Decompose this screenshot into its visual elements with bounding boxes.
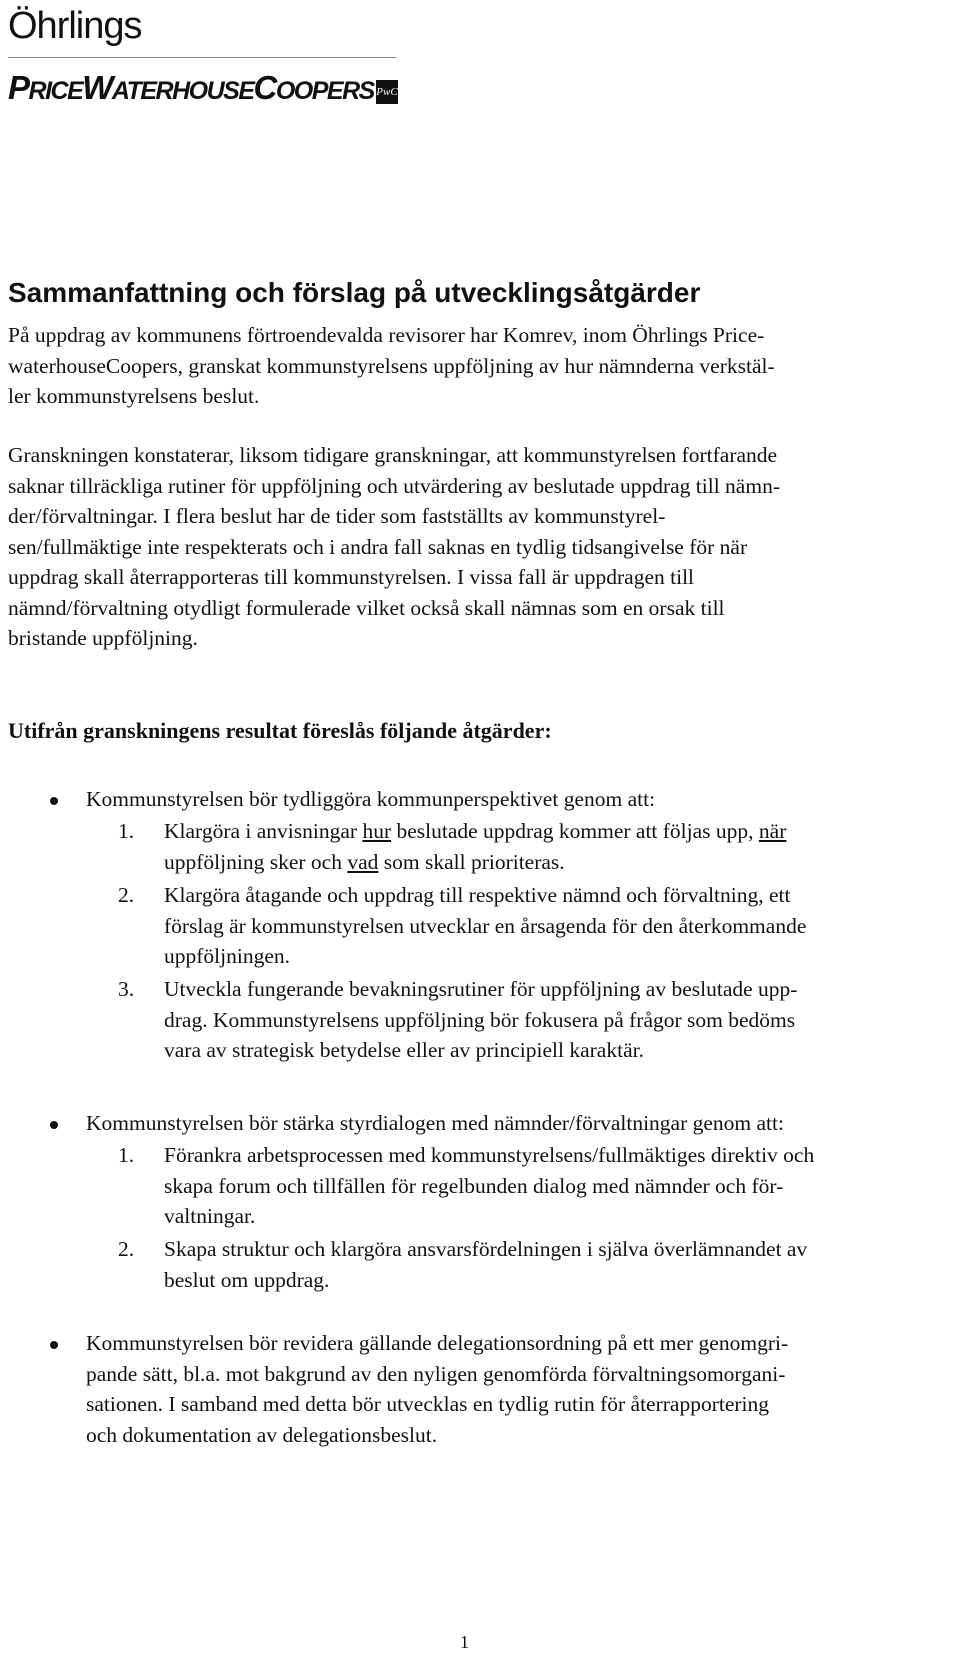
text-line: Klargöra åtagande och uppdrag till respektive nämnd och förvaltning, ett bbox=[164, 883, 791, 907]
text-line: pande sätt, bl.a. mot bakgrund av den nyligen genomförda förvaltningsomorgani- bbox=[86, 1361, 786, 1386]
bullet-icon bbox=[50, 1341, 58, 1349]
item-text bbox=[164, 974, 797, 1066]
bullet-icon bbox=[50, 797, 58, 805]
text-run: Klargöra i anvisningar bbox=[164, 819, 363, 843]
text-line: beslut om uppdrag. bbox=[164, 1267, 330, 1292]
item-number: 2. bbox=[118, 883, 135, 907]
item-text bbox=[164, 1140, 814, 1232]
logo-pwc-wordmark bbox=[8, 66, 374, 113]
bullet-text: Kommunstyrelsen bör tydliggöra kommunperspektivet genom att: bbox=[86, 787, 656, 811]
text-run: som skall prioriteras. bbox=[378, 849, 565, 874]
text-line: nämnd/förvaltning otydligt formulerade vilket också skall nämnas som en orsak till bbox=[8, 595, 725, 620]
findings-paragraph bbox=[8, 440, 928, 654]
text-line: drag. Kommunstyrelsens uppföljning bör fokusera på frågor som bedöms bbox=[164, 1007, 796, 1032]
text-line: Kommunstyrelsen bör revidera gällande delegationsordning på ett mer genomgri- bbox=[86, 1331, 789, 1355]
logo-divider bbox=[8, 57, 396, 58]
text-run: uppföljning sker och bbox=[164, 849, 348, 874]
text-line: uppdrag skall återrapporteras till kommunstyrelsen. I vissa fall är uppdragen till bbox=[8, 565, 695, 589]
text-line: waterhouseCoopers, granskat kommunstyrelsens uppföljning av hur nämnderna verkstäl- bbox=[8, 353, 775, 378]
logo-part: P bbox=[8, 69, 29, 106]
item-text bbox=[164, 1234, 807, 1295]
bullet-text bbox=[86, 1328, 788, 1450]
text-line: förslag är kommunstyrelsen utvecklar en årsagenda för den återkommande bbox=[164, 913, 807, 938]
text-line: Förankra arbetsprocessen med kommunstyrelsens/fullmäktiges direktiv och bbox=[164, 1143, 815, 1167]
item-number: 1. bbox=[118, 1143, 135, 1167]
text-line: och dokumentation av delegationsbeslut. bbox=[86, 1422, 438, 1447]
underlined-text: när bbox=[758, 819, 787, 843]
text-line: uppföljningen. bbox=[164, 944, 290, 968]
logo-part: ATERHOUSE bbox=[111, 77, 254, 105]
text-line: saknar tillräckliga rutiner för uppföljning och utvärdering av beslutade uppdrag till nämn- bbox=[8, 473, 780, 498]
logo-part: RICE bbox=[28, 77, 83, 105]
text-line: På uppdrag av kommunens förtroendevalda revisorer har Komrev, inom Öhrlings Price- bbox=[8, 323, 765, 347]
text-line: skapa forum och tillfällen för regelbunden dialog med nämnder och för- bbox=[164, 1173, 784, 1198]
text-line: bristande uppföljning. bbox=[8, 626, 198, 650]
item-number: 1. bbox=[118, 819, 135, 843]
text-line: der/förvaltningar. I flera beslut har de tider som fastställts av kommunstyrel- bbox=[8, 504, 666, 528]
text-line: Skapa struktur och klargöra ansvarsfördelningen i själva överlämnandet av bbox=[164, 1237, 808, 1261]
logo-part: C bbox=[253, 69, 276, 106]
text-line: Utveckla fungerande bevakningsrutiner för uppföljning av beslutade upp- bbox=[164, 977, 798, 1001]
company-logo bbox=[8, 0, 398, 120]
intro-paragraph bbox=[8, 320, 928, 412]
text-line: sen/fullmäktige inte respekterats och i andra fall saknas en tydlig tidsangivelse för när bbox=[8, 534, 748, 559]
item-text bbox=[164, 816, 786, 877]
bullet-icon bbox=[50, 1121, 58, 1129]
logo-part: OOPERS bbox=[275, 77, 374, 105]
text-line: sationen. I samband med detta bör utvecklas en tydlig rutin för återrapportering bbox=[86, 1392, 770, 1416]
logo-seal-icon: PwC bbox=[376, 80, 398, 104]
underlined-text: vad bbox=[347, 849, 379, 874]
text-line: vara av strategisk betydelse eller av principiell karaktär. bbox=[164, 1038, 644, 1062]
text-line: valtningar. bbox=[164, 1204, 256, 1228]
bullet-text: Kommunstyrelsen bör stärka styrdialogen med nämnder/förvaltningar genom att: bbox=[86, 1111, 784, 1135]
underlined-text: hur bbox=[362, 819, 392, 843]
measures-heading: Utifrån granskningens resultat föreslås följande åtgärder: bbox=[8, 718, 552, 743]
item-number: 2. bbox=[118, 1237, 135, 1261]
text-line: ler kommunstyrelsens beslut. bbox=[8, 384, 260, 408]
logo-ohrlings-text: Öhrlings bbox=[8, 5, 142, 47]
text-line: Granskningen konstaterar, liksom tidigare granskningar, att kommunstyrelsen fortfarande bbox=[8, 443, 778, 467]
page-title: Sammanfattning och förslag på utvecklingsåtgärder bbox=[8, 277, 701, 308]
text-run: beslutade uppdrag kommer att följas upp, bbox=[391, 819, 759, 843]
item-text bbox=[164, 880, 806, 972]
item-number: 3. bbox=[118, 977, 135, 1001]
logo-part: W bbox=[82, 69, 112, 106]
page-number: 1 bbox=[460, 1632, 469, 1652]
